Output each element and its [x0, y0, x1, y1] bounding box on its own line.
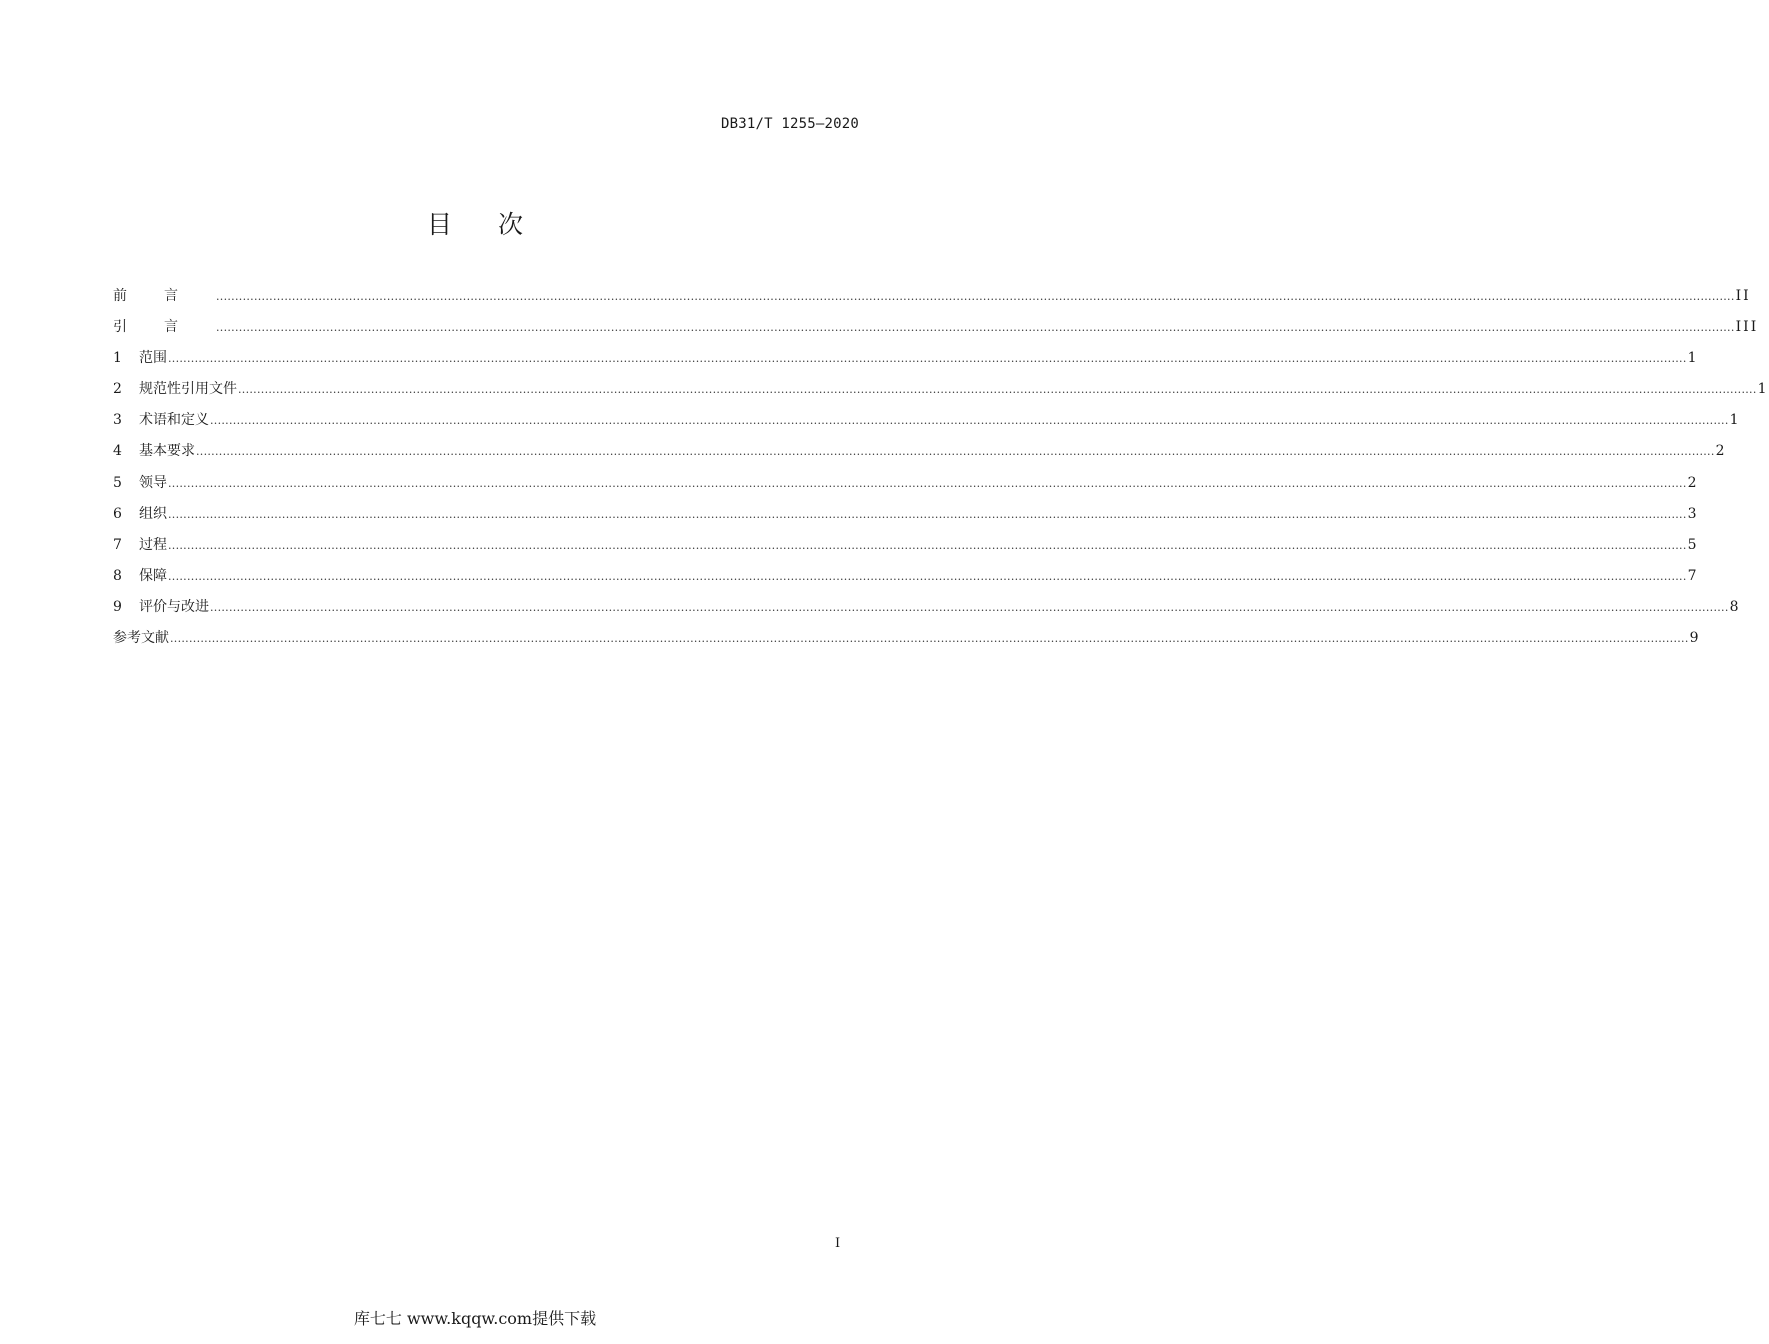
toc-entry[interactable] — [113, 504, 1699, 535]
toc-entry-label — [113, 441, 195, 461]
toc-entry-number: 7 — [113, 536, 122, 553]
toc-entry-text: 引言 — [113, 319, 215, 336]
toc-entry-label — [113, 348, 167, 368]
toc-leader-dots: ................................................................................................................................................................................................................................................................................................................................................................................................................ — [216, 321, 1735, 335]
toc-entry-label — [113, 317, 215, 337]
toc-entry-label — [113, 535, 167, 555]
toc-entry-number: 4 — [113, 443, 122, 460]
toc-entry-page: II — [1735, 288, 1751, 304]
toc-entry-text: 参考文献 — [113, 630, 169, 647]
toc-entry[interactable] — [113, 628, 1701, 659]
toc-entry-label — [113, 410, 209, 430]
table-of-contents — [113, 286, 1769, 659]
toc-entry-label — [113, 504, 167, 524]
toc-entry-number: 3 — [113, 412, 122, 429]
toc-entry[interactable] — [113, 597, 1741, 628]
toc-entry-text: 评价与改进 — [139, 598, 209, 615]
toc-entry-text: 保障 — [139, 567, 167, 584]
toc-entry[interactable] — [113, 441, 1727, 472]
standard-code: DB31/T 1255—2020 — [720, 116, 859, 132]
toc-entry[interactable] — [113, 317, 1759, 348]
toc-leader-dots: ................................................................................................................................................................................................................................................................................................................................................................................................................ — [216, 290, 1735, 303]
toc-entry[interactable] — [113, 566, 1699, 597]
toc-entry-text: 范围 — [139, 350, 167, 367]
toc-entry-page: 8 — [1729, 598, 1741, 615]
toc-entry-label — [113, 473, 167, 493]
toc-entry[interactable] — [113, 286, 1751, 317]
toc-leader-dots: ................................................................................................................................................................................................................................................................................................................................................................................................................ — [210, 600, 1729, 614]
toc-entry-number: 5 — [113, 474, 122, 491]
toc-leader-dots: ................................................................................................................................................................................................................................................................................................................................................................................................................ — [170, 632, 1689, 646]
toc-entry-number: 1 — [113, 350, 122, 367]
toc-leader-dots: ................................................................................................................................................................................................................................................................................................................................................................................................................ — [238, 383, 1757, 397]
toc-entry-text: 术语和定义 — [139, 412, 209, 429]
toc-leader-dots: ................................................................................................................................................................................................................................................................................................................................................................................................................ — [168, 352, 1687, 366]
toc-entry-page: 1 — [1687, 350, 1699, 367]
toc-entry-text: 过程 — [139, 536, 167, 553]
toc-entry-label — [113, 286, 215, 306]
toc-entry-page: 2 — [1687, 474, 1699, 491]
toc-entry-text: 组织 — [139, 505, 167, 522]
footer-watermark: 库七七 www.kqqw.com提供下载 — [353, 1309, 597, 1328]
toc-leader-dots: ................................................................................................................................................................................................................................................................................................................................................................................................................ — [196, 445, 1715, 459]
toc-leader-dots: ................................................................................................................................................................................................................................................................................................................................................................................................................ — [168, 569, 1687, 583]
toc-entry-label — [113, 566, 167, 586]
toc-entry-page: 2 — [1715, 443, 1727, 460]
toc-entry[interactable] — [113, 410, 1741, 441]
toc-entry[interactable] — [113, 535, 1699, 566]
toc-leader-dots: ................................................................................................................................................................................................................................................................................................................................................................................................................ — [168, 507, 1687, 521]
toc-entry-number: 2 — [113, 381, 122, 398]
toc-leader-dots: ................................................................................................................................................................................................................................................................................................................................................................................................................ — [210, 414, 1729, 428]
toc-entry-text: 基本要求 — [139, 443, 195, 460]
toc-entry-page: 1 — [1757, 381, 1769, 398]
toc-entry-label — [113, 597, 209, 617]
toc-entry[interactable] — [113, 473, 1699, 504]
page-title: 目次 — [426, 210, 569, 239]
toc-entry-page: 1 — [1729, 412, 1741, 429]
toc-entry[interactable] — [113, 348, 1699, 379]
page-number: I — [835, 1236, 841, 1251]
toc-entry-label — [113, 379, 237, 399]
toc-entry-page: 9 — [1689, 630, 1701, 647]
toc-entry-page: 7 — [1687, 567, 1699, 584]
toc-entry-page: 5 — [1687, 536, 1699, 553]
toc-entry-label — [113, 628, 169, 648]
toc-entry-page: III — [1735, 319, 1759, 336]
toc-entry-number: 8 — [113, 567, 122, 584]
toc-leader-dots: ................................................................................................................................................................................................................................................................................................................................................................................................................ — [168, 476, 1687, 490]
toc-entry-number: 6 — [113, 505, 122, 522]
toc-entry-number: 9 — [113, 598, 122, 615]
toc-entry-text: 领导 — [139, 474, 167, 491]
toc-leader-dots: ................................................................................................................................................................................................................................................................................................................................................................................................................ — [168, 538, 1687, 552]
toc-entry-text: 前言 — [113, 288, 215, 304]
toc-entry-page: 3 — [1687, 505, 1699, 522]
toc-entry-text: 规范性引用文件 — [139, 381, 237, 398]
toc-entry[interactable] — [113, 379, 1769, 410]
